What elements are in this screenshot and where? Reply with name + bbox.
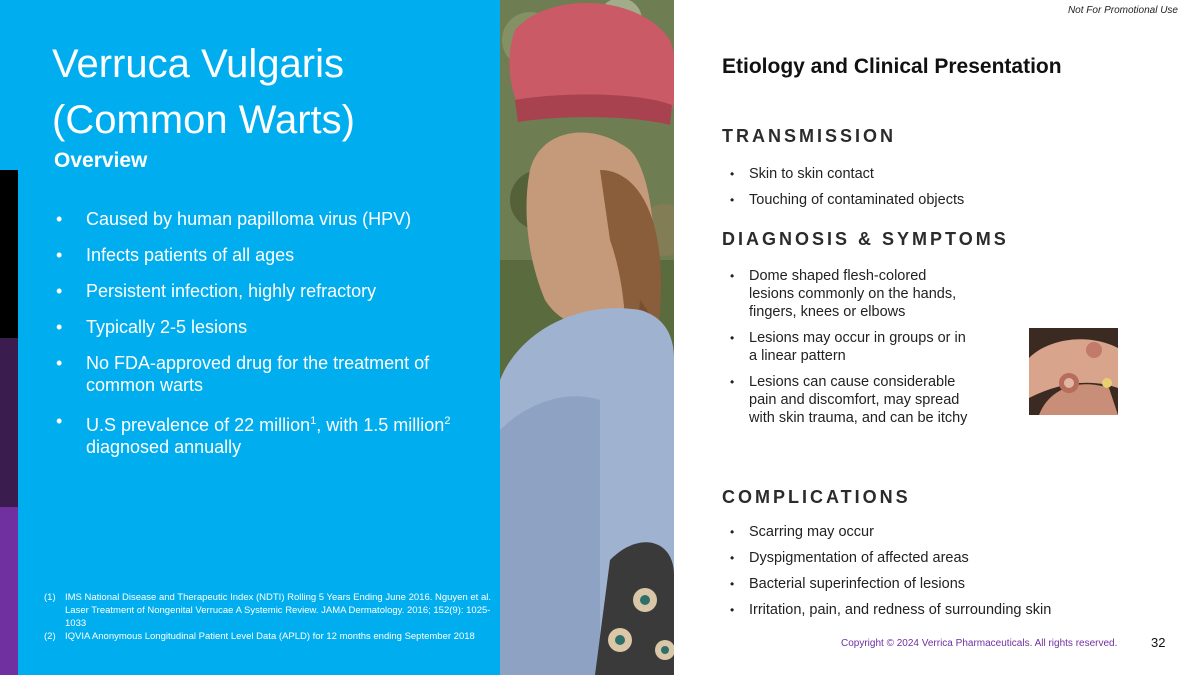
prevalence-text: U.S prevalence of 22 million [86,415,311,435]
reference-text: IQVIA Anonymous Longitudinal Patient Level Data (APLD) for 12 months ending September 2018 [65,631,475,642]
overview-heading: Overview [54,149,148,172]
disclaimer: Not For Promotional Use [1067,5,1178,16]
left-panel [0,0,500,675]
complications-item: • Irritation, pain, and redness of surrounding skin [730,601,1150,619]
reference-number: (2) [44,631,56,642]
side-strip-dark-purple [0,338,18,507]
transmission-heading: TRANSMISSION [722,126,897,146]
footnote-ref: 2 [444,415,451,427]
diagnosis-item: • Lesions can cause considerable pain and discomfort, may spread with skin trauma, and can be itchy [730,373,970,427]
page-number: 32 [1151,635,1166,650]
overview-item-prevalence [56,410,476,458]
diagnosis-list [730,267,970,435]
right-panel [674,0,1200,675]
complications-list [730,523,1150,627]
overview-item: • Typically 2-5 lesions [56,316,476,338]
transmission-item: • Touching of contaminated objects [730,191,1050,209]
transmission-list [730,165,1050,217]
reference-text: IMS National Disease and Therapeutic Index (NDTI) Rolling 5 Years Ending June 2016. Nguyen et al. Laser Treatment of Nongenital Verrucae A Systemic Review. JAMA Dermatology. 2016; 152(9): 1025-1033 [65,592,491,629]
side-strip-black [0,170,18,338]
reference-item [44,630,504,643]
diagnosis-item: • Lesions may occur in groups or in a linear pattern [730,329,970,365]
overview-list [56,208,476,472]
diagnosis-heading: DIAGNOSIS & SYMPTOMS [722,229,1009,249]
side-strip-purple [0,507,18,675]
hiker-photo [500,0,674,675]
overview-item: • No FDA-approved drug for the treatment of common warts [56,352,476,396]
overview-item: • Caused by human papilloma virus (HPV) [56,208,476,230]
overview-item: • Infects patients of all ages [56,244,476,266]
prevalence-text: diagnosed annually [86,437,242,457]
footnote-ref: 1 [310,415,317,427]
overview-item: • Persistent infection, highly refractory [56,280,476,302]
wart-photo [1029,328,1118,415]
complications-heading: COMPLICATIONS [722,487,911,507]
references [44,591,504,643]
prevalence-text: , with 1.5 million [316,415,445,435]
reference-item [44,591,504,630]
diagnosis-item: • Dome shaped flesh-colored lesions commonly on the hands, fingers, knees or elbows [730,267,970,321]
copyright: Copyright © 2024 Verrica Pharmaceuticals. All rights reserved. [841,638,1118,649]
reference-number: (1) [44,592,56,603]
complications-item: • Bacterial superinfection of lesions [730,575,1150,593]
complications-item: • Dyspigmentation of affected areas [730,549,1150,567]
complications-item: • Scarring may occur [730,523,1150,541]
section-title: Etiology and Clinical Presentation [722,55,1062,78]
transmission-item: • Skin to skin contact [730,165,1050,183]
slide-title: Verruca Vulgaris (Common Warts) [52,42,355,142]
